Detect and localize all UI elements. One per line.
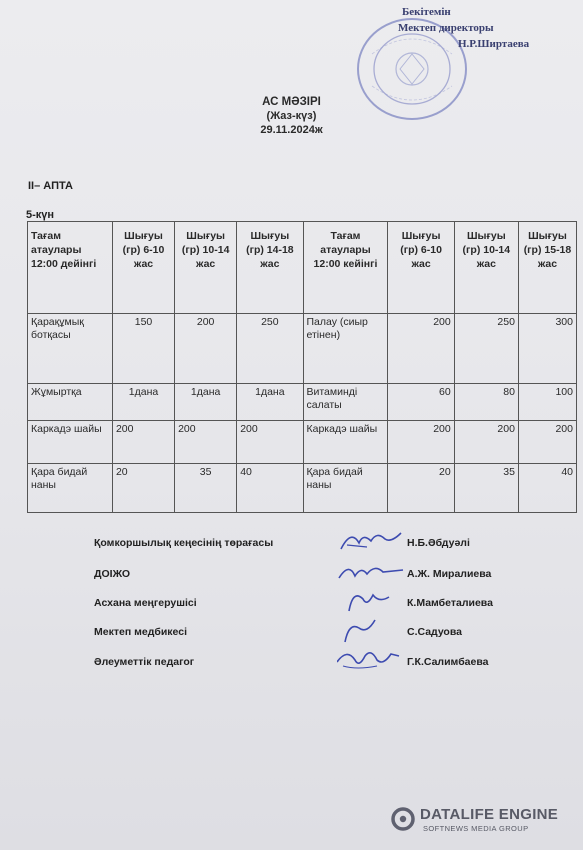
yield-cell: 150 bbox=[112, 314, 174, 384]
yield-cell: 200 bbox=[175, 421, 237, 464]
header-yield-15-18-pm: Шығуы (гр) 15-18 жас bbox=[518, 222, 576, 314]
yield-cell: 250 bbox=[237, 314, 303, 384]
yield-cell: 80 bbox=[454, 384, 518, 421]
header-yield-10-14: Шығуы (гр) 10-14 жас bbox=[175, 222, 237, 314]
yield-cell: 35 bbox=[454, 464, 518, 513]
document-title-block bbox=[0, 95, 583, 137]
dish-cell: Қара бидай наны bbox=[28, 464, 113, 513]
yield-cell: 35 bbox=[175, 464, 237, 513]
yield-cell: 20 bbox=[388, 464, 454, 513]
signature-row bbox=[94, 537, 564, 559]
table-row bbox=[28, 464, 577, 513]
header-dish-after-noon: Тағам атаулары 12:00 кейінгі bbox=[303, 222, 388, 314]
yield-cell: 300 bbox=[518, 314, 576, 384]
signatory-position: Мектеп медбикесі bbox=[94, 626, 188, 638]
day-label: 5-күн bbox=[26, 209, 55, 221]
signature-row bbox=[94, 626, 564, 648]
header-yield-14-18: Шығуы (гр) 14-18 жас bbox=[237, 222, 303, 314]
dish-cell: Каркадэ шайы bbox=[303, 421, 388, 464]
table-row bbox=[28, 421, 577, 464]
yield-cell: 100 bbox=[518, 384, 576, 421]
header-yield-10-14-pm: Шығуы (гр) 10-14 жас bbox=[454, 222, 518, 314]
handwritten-signature bbox=[337, 585, 407, 615]
datalife-engine-logo-icon bbox=[390, 806, 416, 832]
signatory-position: Әлеуметтік педагог bbox=[94, 656, 195, 668]
menu-table bbox=[27, 221, 577, 513]
week-label: ІІ– АПТА bbox=[28, 180, 73, 192]
signatory-name: Г.К.Салимбаева bbox=[407, 656, 489, 668]
signatory-name: А.Ж. Миралиева bbox=[407, 568, 492, 580]
header-dish-before-noon: Тағам атаулары 12:00 дейінгі bbox=[28, 222, 113, 314]
table-row bbox=[28, 314, 577, 384]
signature-row bbox=[94, 656, 564, 678]
dish-cell: Жұмыртқа bbox=[28, 384, 113, 421]
signatory-position: ДОІЖО bbox=[94, 568, 131, 580]
yield-cell: 200 bbox=[454, 421, 518, 464]
yield-cell: 200 bbox=[388, 421, 454, 464]
yield-cell: 200 bbox=[518, 421, 576, 464]
yield-cell: 40 bbox=[518, 464, 576, 513]
dish-cell: Витаминді салаты bbox=[303, 384, 388, 421]
approval-position: Мектеп директоры bbox=[398, 22, 494, 34]
yield-cell: 200 bbox=[112, 421, 174, 464]
header-yield-6-10-pm: Шығуы (гр) 6-10 жас bbox=[388, 222, 454, 314]
document-date: 29.11.2024ж bbox=[260, 124, 323, 136]
yield-cell: 1дана bbox=[112, 384, 174, 421]
approval-director-name: Н.Р.Ширтаева bbox=[458, 38, 530, 50]
yield-cell: 40 bbox=[237, 464, 303, 513]
signatory-name: Н.Б.Әбдуәлі bbox=[407, 537, 470, 549]
signature-row bbox=[94, 597, 564, 619]
yield-cell: 200 bbox=[388, 314, 454, 384]
signatory-position: Асхана меңгерушісі bbox=[94, 597, 197, 609]
handwritten-signature bbox=[337, 644, 407, 674]
yield-cell: 60 bbox=[388, 384, 454, 421]
dish-cell: Қарақұмық ботқасы bbox=[28, 314, 113, 384]
document-title: АС МӘЗІРІ bbox=[262, 96, 321, 108]
watermark-title: DATALIFE ENGINE bbox=[420, 806, 559, 823]
handwritten-signature bbox=[337, 525, 407, 555]
signature-row bbox=[94, 568, 564, 590]
header-yield-6-10: Шығуы (гр) 6-10 жас bbox=[112, 222, 174, 314]
signatory-name: К.Мамбеталиева bbox=[407, 597, 493, 609]
table-row bbox=[28, 384, 577, 421]
watermark-subtitle: SOFTNEWS MEDIA GROUP bbox=[423, 824, 529, 833]
approval-block bbox=[398, 4, 572, 52]
yield-cell: 1дана bbox=[237, 384, 303, 421]
season-label: (Жаз-күз) bbox=[266, 110, 317, 122]
approval-heading: Бекітемін bbox=[402, 6, 451, 18]
table-header-row bbox=[28, 222, 577, 314]
dish-cell: Қара бидай наны bbox=[303, 464, 388, 513]
dish-cell: Каркадэ шайы bbox=[28, 421, 113, 464]
yield-cell: 250 bbox=[454, 314, 518, 384]
yield-cell: 20 bbox=[112, 464, 174, 513]
handwritten-signature bbox=[337, 556, 407, 586]
signatory-name: С.Садуова bbox=[407, 626, 462, 638]
yield-cell: 200 bbox=[175, 314, 237, 384]
signatory-position: Қомкоршылық кеңесінің төрағасы bbox=[94, 537, 274, 549]
yield-cell: 200 bbox=[237, 421, 303, 464]
dish-cell: Палау (сиыр етінен) bbox=[303, 314, 388, 384]
handwritten-signature bbox=[337, 614, 407, 644]
yield-cell: 1дана bbox=[175, 384, 237, 421]
